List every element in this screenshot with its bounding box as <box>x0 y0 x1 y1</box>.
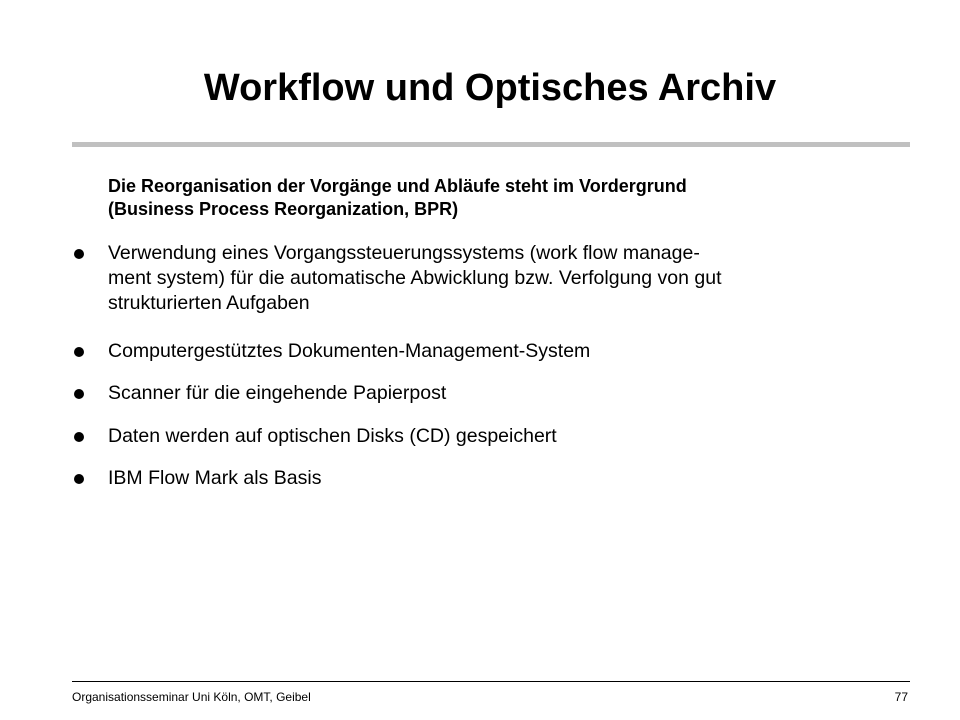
bullet-line: Verwendung eines Vorgangssteuerungssystems (work flow manage- <box>108 242 700 264</box>
intro-line: (Business Process Reorganization, BPR) <box>108 199 459 219</box>
bullet-item <box>108 381 908 406</box>
page-number: 77 <box>894 690 908 704</box>
bullet-dot-icon <box>74 389 84 399</box>
bullet-line: ment system) für die automatische Abwicklung bzw. Verfolgung von gut <box>108 267 722 289</box>
footer-divider <box>72 681 910 682</box>
bullet-line: strukturierten Aufgaben <box>108 292 310 314</box>
bullet-item <box>108 241 908 316</box>
bullet-line: Daten werden auf optischen Disks (CD) gespeichert <box>108 425 557 447</box>
bullet-item <box>108 424 908 449</box>
bullet-line: Computergestütztes Dokumenten-Management-System <box>108 340 591 362</box>
bullet-dot-icon <box>74 432 84 442</box>
bullet-item <box>108 339 908 364</box>
bullet-item <box>108 466 908 491</box>
bullet-line: Scanner für die eingehende Papierpost <box>108 382 447 404</box>
bullet-line: IBM Flow Mark als Basis <box>108 467 322 489</box>
footer-text: Organisationsseminar Uni Köln, OMT, Geibel <box>72 690 311 704</box>
intro-line: Die Reorganisation der Vorgänge und Abläufe steht im Vordergrund <box>108 176 687 196</box>
bullet-dot-icon <box>74 347 84 357</box>
bullet-dot-icon <box>74 249 84 259</box>
slide-title: Workflow und Optisches Archiv <box>203 67 777 109</box>
bullet-dot-icon <box>74 474 84 484</box>
